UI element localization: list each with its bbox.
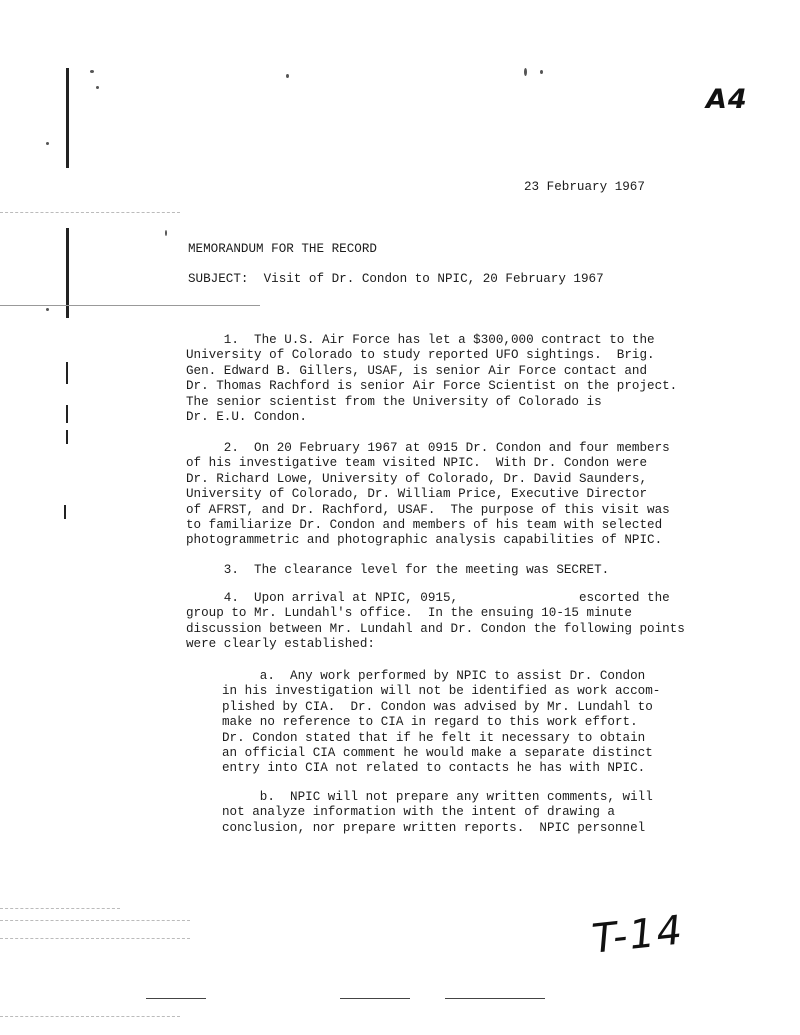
margin-dot-2 bbox=[46, 308, 49, 311]
subparagraph-a-line: Dr. Condon stated that if he felt it necessary to obtain bbox=[222, 730, 646, 745]
subparagraph-a bbox=[222, 669, 660, 777]
handwritten-page-number: T-14 bbox=[589, 907, 687, 963]
subparagraph-b bbox=[222, 790, 653, 836]
paragraph-4-line: discussion between Mr. Lundahl and Dr. Condon the following points bbox=[186, 621, 685, 636]
scan-line-7 bbox=[340, 998, 410, 999]
top-specks-5 bbox=[540, 70, 543, 74]
paragraph-1-line: Dr. E.U. Condon. bbox=[186, 409, 307, 424]
paragraph-2-line: to familiarize Dr. Condon and members of his team with selected bbox=[186, 517, 663, 532]
top-specks-2 bbox=[96, 86, 99, 89]
paragraph-2-line: 2. On 20 February 1967 at 0915 Dr. Condon and four members bbox=[186, 441, 670, 455]
mid-speck bbox=[165, 230, 167, 236]
scan-line-5 bbox=[0, 938, 190, 939]
memo-subject: SUBJECT: Visit of Dr. Condon to NPIC, 20 February 1967 bbox=[188, 272, 604, 286]
paragraph-1-line: Gen. Edward B. Gillers, USAF, is senior Air Force contact and bbox=[186, 363, 648, 378]
paragraph-4-line: group to Mr. Lundahl's office. In the ensuing 10-15 minute bbox=[186, 606, 632, 621]
paragraph-1 bbox=[186, 333, 677, 425]
paragraph-2 bbox=[186, 441, 670, 549]
subparagraph-b-line: conclusion, nor prepare written reports. NPIC personnel bbox=[222, 820, 646, 835]
scan-line-3 bbox=[0, 908, 120, 909]
paragraph-3 bbox=[186, 563, 609, 578]
paragraph-4-line: 4. Upon arrival at NPIC, 0915, escorted the bbox=[186, 591, 670, 605]
margin-bar-4 bbox=[66, 405, 68, 423]
margin-bar-6 bbox=[64, 505, 66, 519]
margin-bar-3 bbox=[66, 362, 68, 384]
scan-line-1 bbox=[0, 212, 180, 213]
margin-bar-1 bbox=[66, 68, 69, 168]
top-specks-4 bbox=[524, 68, 527, 76]
paragraph-2-line: Dr. Richard Lowe, University of Colorado, Dr. David Saunders, bbox=[186, 471, 648, 486]
paragraph-1-line: 1. The U.S. Air Force has let a $300,000 contract to the bbox=[186, 333, 655, 347]
paragraph-4 bbox=[186, 591, 685, 653]
paragraph-1-line: Dr. Thomas Rachford is senior Air Force Scientist on the project. bbox=[186, 379, 678, 394]
scan-line-8 bbox=[445, 998, 545, 999]
memo-title: MEMORANDUM FOR THE RECORD bbox=[188, 242, 377, 256]
corner-annotation: A4 bbox=[706, 84, 748, 115]
subparagraph-a-line: plished by CIA. Dr. Condon was advised by Mr. Lundahl to bbox=[222, 699, 653, 714]
paragraph-4-line: were clearly established: bbox=[186, 637, 375, 652]
paragraph-1-line: University of Colorado to study reported UFO sightings. Brig. bbox=[186, 348, 655, 363]
subparagraph-a-line: a. Any work performed by NPIC to assist Dr. Condon bbox=[222, 669, 646, 683]
paragraph-2-line: of his investigative team visited NPIC. With Dr. Condon were bbox=[186, 456, 648, 471]
scan-line-4 bbox=[0, 920, 190, 921]
paragraph-2-line: University of Colorado, Dr. William Price, Executive Director bbox=[186, 487, 648, 502]
paragraph-1-line: The senior scientist from the University of Colorado is bbox=[186, 394, 602, 409]
top-specks-3 bbox=[286, 74, 289, 78]
subparagraph-a-line: entry into CIA not related to contacts he has with NPIC. bbox=[222, 761, 646, 776]
subparagraph-a-line: make no reference to CIA in regard to this work effort. bbox=[222, 715, 638, 730]
paragraph-3-line: 3. The clearance level for the meeting was SECRET. bbox=[186, 563, 610, 577]
margin-bar-5 bbox=[66, 430, 68, 444]
top-specks-1 bbox=[90, 70, 94, 73]
paragraph-2-line: of AFRST, and Dr. Rachford, USAF. The purpose of this visit was bbox=[186, 502, 670, 517]
subparagraph-b-line: not analyze information with the intent of drawing a bbox=[222, 805, 615, 820]
subparagraph-a-line: an official CIA comment he would make a separate distinct bbox=[222, 745, 653, 760]
margin-dot-1 bbox=[46, 142, 49, 145]
memo-date: 23 February 1967 bbox=[524, 180, 645, 194]
scan-line-6 bbox=[146, 998, 206, 999]
paragraph-2-line: photogrammetric and photographic analysis capabilities of NPIC. bbox=[186, 533, 663, 548]
subparagraph-a-line: in his investigation will not be identified as work accom- bbox=[222, 684, 661, 699]
scan-line-2 bbox=[0, 305, 260, 306]
subparagraph-b-line: b. NPIC will not prepare any written comments, will bbox=[222, 790, 653, 804]
scan-line-9 bbox=[0, 1016, 180, 1017]
